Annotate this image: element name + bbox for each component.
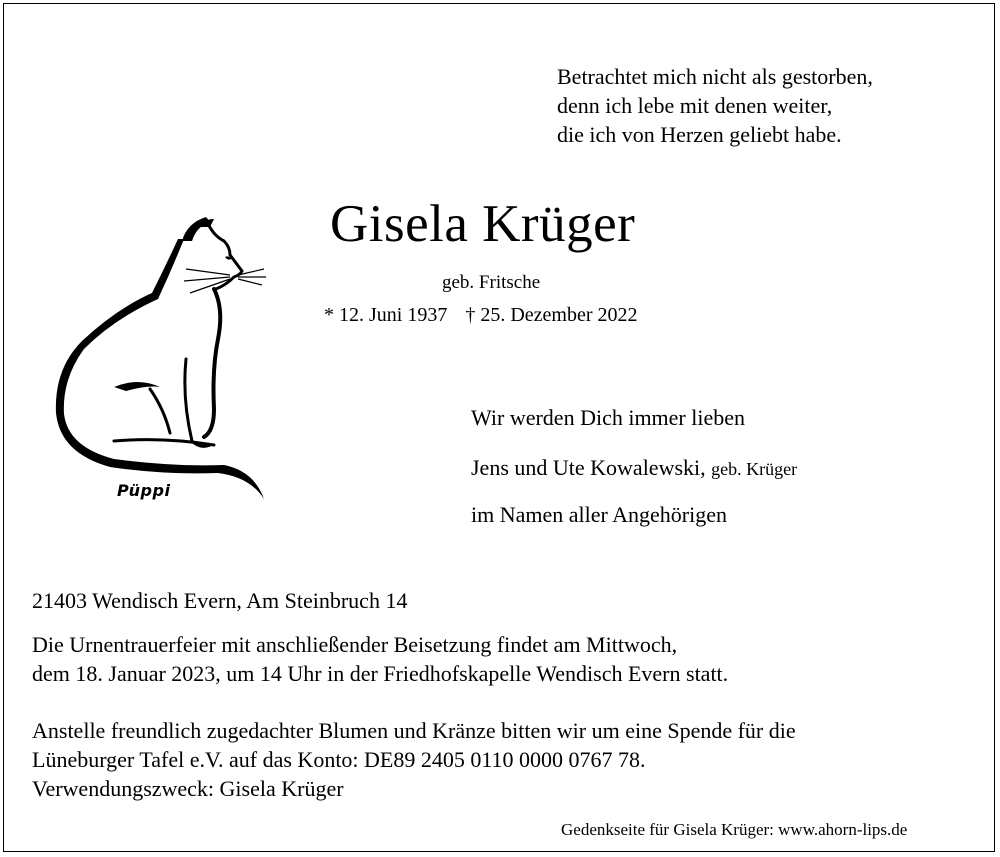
memorial-page-link[interactable]: Gedenkseite für Gisela Krüger: www.ahorn-lips.de: [561, 820, 908, 839]
birth-date: * 12. Juni 1937: [324, 304, 448, 326]
love-line: Wir werden Dich immer lieben: [471, 405, 746, 430]
quote-line: die ich von Herzen geliebt habe.: [557, 122, 842, 147]
family-names: Jens und Ute Kowalewski,: [471, 455, 706, 480]
cat-silhouette-icon: [54, 209, 269, 499]
death-date: † 25. Dezember 2022: [465, 304, 638, 326]
donation-line: Lüneburger Tafel e.V. auf das Konto: DE89 2405 0110 0000 0767 78.: [32, 747, 646, 772]
on-behalf-line: im Namen aller Angehörigen: [471, 502, 727, 527]
quote-line: Betrachtet mich nicht als gestorben,: [557, 64, 873, 89]
pet-name: Püppi: [117, 481, 171, 500]
ceremony-info: [32, 630, 728, 688]
obituary-notice: [3, 3, 995, 852]
donation-line: Verwendungszweck: Gisela Krüger: [32, 776, 344, 801]
address: 21403 Wendisch Evern, Am Steinbruch 14: [32, 588, 408, 613]
birth-name: geb. Fritsche: [442, 272, 541, 293]
ceremony-line: dem 18. Januar 2023, um 14 Uhr in der Friedhofskapelle Wendisch Evern statt.: [32, 661, 729, 686]
life-dates: [324, 304, 638, 327]
mourner-names: [471, 455, 797, 481]
ceremony-line: Die Urnentrauerfeier mit anschließender Beisetzung findet am Mittwoch,: [32, 632, 678, 657]
donation-info: [32, 716, 796, 803]
donation-line: Anstelle freundlich zugedachter Blumen und Kränze bitten wir um eine Spende für die: [32, 718, 796, 743]
family-birth-name: geb. Krüger: [711, 459, 798, 479]
quote-line: denn ich lebe mit denen weiter,: [557, 93, 833, 118]
memorial-quote: [557, 62, 873, 149]
deceased-name: Gisela Krüger: [330, 195, 636, 253]
